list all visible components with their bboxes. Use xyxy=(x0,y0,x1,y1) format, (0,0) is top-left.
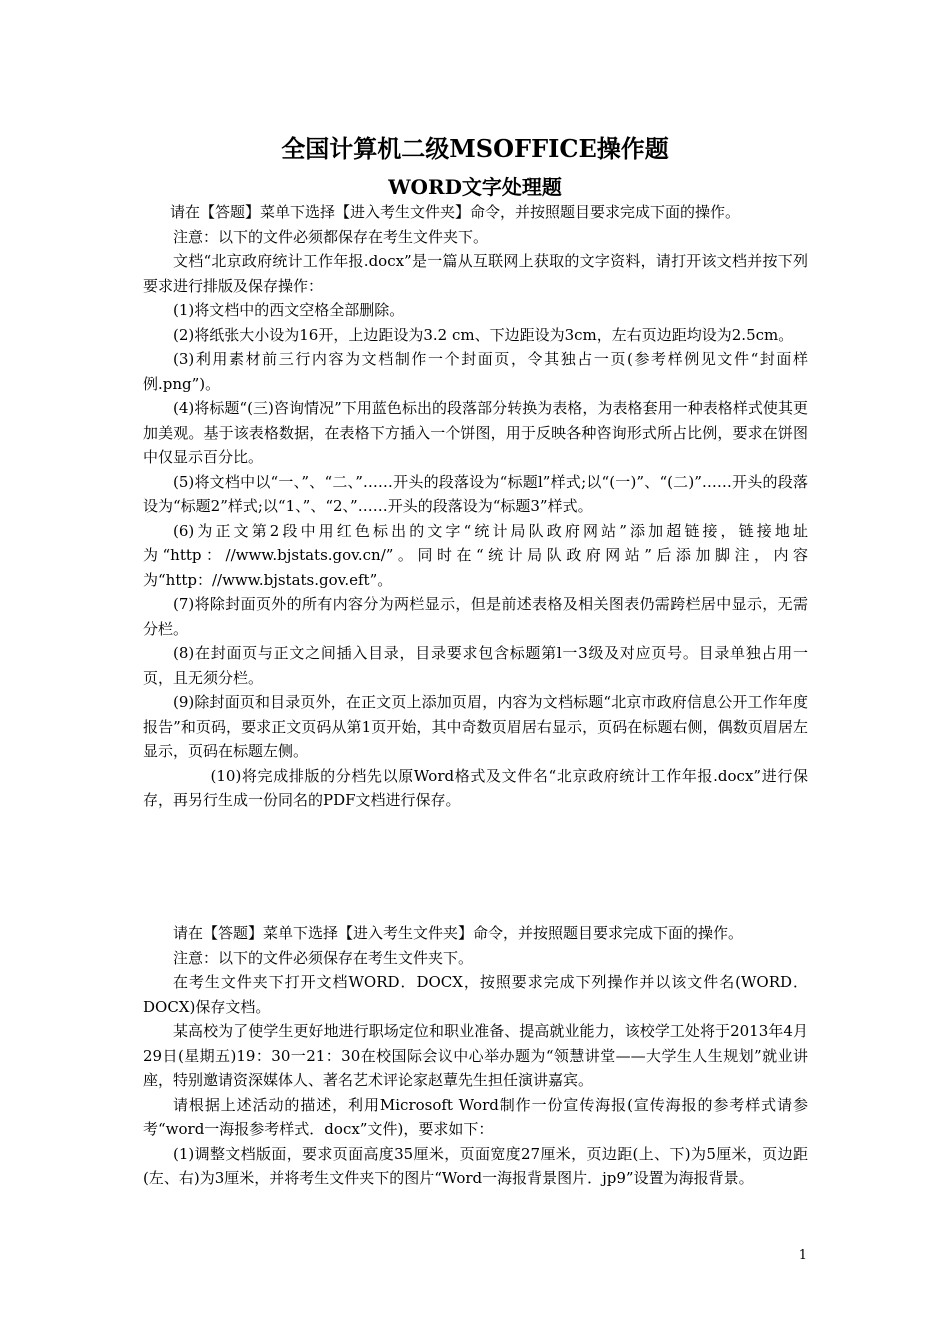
paragraph: 注意：以下的文件必须保存在考生文件夹下。 xyxy=(173,948,474,967)
paragraph: 请在【答题】菜单下选择【进入考生文件夹】命令，并按照题目要求完成下面的操作。 xyxy=(170,203,741,221)
document-subtitle: WORD文字处理题 xyxy=(388,175,562,199)
paragraph: (9)除封面页和目录页外，在正文页上添加页眉，内容为文档标题“北京市政府信息公开工作年度报告”和页码，要求正文页码从第1页开始，其中奇数页眉居右显示，页码在标题右侧，偶数页眉居左显示，页码在标题左侧。 xyxy=(143,693,808,760)
paragraph: 注意：以下的文件必须都保存在考生文件夹下。 xyxy=(173,227,489,246)
paragraph: (4)将标题“(三)咨询情况”下用蓝色标出的段落部分转换为表格，为表格套用一种表格样式使其更加美观。基于该表格数据，在表格下方插入一个饼图，用于反映各种咨询形式所占比例，要求在饼图中仅显示百分比。 xyxy=(143,399,808,466)
paragraph: (3)利用素材前三行内容为文档制作一个封面页，令其独占一页(参考样例见文件“封面样例.png”)。 xyxy=(143,350,808,393)
page-number: 1 xyxy=(798,1248,807,1263)
paragraph: 请根据上述活动的描述，利用Microsoft Word制作一份宣传海报(宣传海报的参考样式请参考“word一海报参考样式．docx”文件)，要求如下： xyxy=(143,1095,808,1138)
paragraph: (2)将纸张大小设为16开，上边距设为3.2 cm、下边距设为3cm，左右页边距均设为2.5cm。 xyxy=(173,325,794,344)
paragraph: (10)将完成排版的分档先以原Word格式及文件名“北京政府统计工作年报.docx”进行保存，再另行生成一份同名的PDF文档进行保存。 xyxy=(143,766,808,809)
paragraph: (1)将文档中的西文空格全部删除。 xyxy=(173,301,405,319)
paragraph: 在考生文件夹下打开文档WORD．DOCX，按照要求完成下列操作并以该文件名(WORD．DOCX)保存文档。 xyxy=(143,973,808,1016)
paragraph: 某高校为了使学生更好地进行职场定位和职业准备、提高就业能力，该校学工处将于2013年4月29日(星期五)19：30一21：30在校国际会议中心举办题为“领慧讲堂——大学生人生规划”就业讲座，特别邀请资深媒体人、著名艺术评论家赵蕈先生担任演讲嘉宾。 xyxy=(143,1022,808,1089)
paragraph: 文档“北京政府统计工作年报.docx”是一篇从互联网上获取的文字资料，请打开该文档并按下列要求进行排版及保存操作： xyxy=(143,252,808,295)
section-2 xyxy=(143,921,808,1191)
document-title: 全国计算机二级MSOFFICE操作题 xyxy=(281,134,669,163)
paragraph: (5)将文档中以“一、”、“二、”……开头的段落设为“标题l”样式;以“(一)”、“(二)”……开头的段落设为“标题2”样式;以“1、”、“2、”……开头的段落设为“标题3”样式。 xyxy=(143,472,808,515)
paragraph: 请在【答题】菜单下选择【进入考生文件夹】命令，并按照题目要求完成下面的操作。 xyxy=(173,924,744,942)
section-1 xyxy=(143,200,808,813)
paragraph: (1)调整文档版面，要求页面高度35厘米，页面宽度27厘米，页边距(上、下)为5厘米，页边距(左、右)为3厘米，并将考生文件夹下的图片“Word一海报背景图片．jp9”设置为海报背景。 xyxy=(143,1144,808,1187)
paragraph: (8)在封面页与正文之间插入目录，目录要求包含标题第l一3级及对应页号。目录单独占用一页，且无须分栏。 xyxy=(143,644,808,687)
paragraph: (7)将除封面页外的所有内容分为两栏显示，但是前述表格及相关图表仍需跨栏居中显示，无需分栏。 xyxy=(143,595,808,638)
paragraph: (6)为正文第2段中用红色标出的文字“统计局队政府网站”添加超链接，链接地址为“http：//www.bjstats.gov.cn/”。同时在“统计局队政府网站”后添加脚注，内容为“http：//www.bjstats.gov.eft”。 xyxy=(143,521,808,589)
